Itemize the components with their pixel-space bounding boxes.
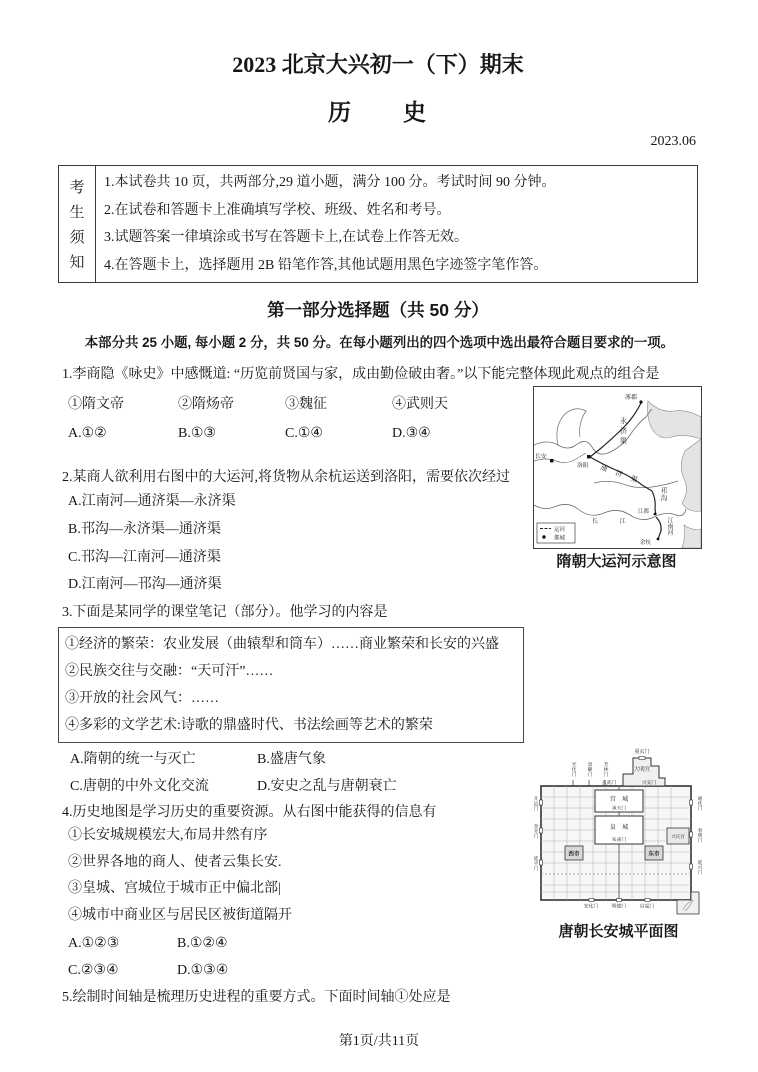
zhuojun-dot — [639, 400, 642, 403]
chengtian-gate-label: 承天门 — [611, 806, 627, 812]
yanxing-gate-label: 延兴门 — [696, 860, 702, 875]
figure-changan-map — [527, 744, 710, 942]
xingqing-palace-label: 兴庆宫 — [671, 834, 685, 839]
q4-option: B.①②④ — [177, 935, 228, 951]
question-4-options-row2 — [58, 957, 698, 984]
luoyang-label: 洛阳 — [577, 463, 589, 469]
notice-side-char: 须 — [69, 230, 85, 247]
xuanwu-gate-label: 玄武门 — [601, 781, 617, 786]
q1-option: D.③④ — [392, 426, 431, 442]
section-intro: 本部分共 25 小题, 每小题 2 分，共 50 分。在每小题列出的四个选项中选出最符合题目要求的一项。 — [84, 335, 675, 351]
fanglin-gate-label: 芳林门 — [602, 762, 608, 777]
yuhang-label: 余杭 — [640, 540, 652, 546]
page-number: 第1页/共11页 — [338, 1034, 420, 1049]
yuhang-dot — [657, 538, 660, 541]
question-1-stem: 1.李商隐《咏史》中感慨道: “历览前贤国与家，成由勤俭破由奢。”以下能完整体现此观点的组合是 — [62, 367, 660, 383]
q3-option: B.盛唐气象 — [257, 751, 326, 767]
q3-note-line: ③开放的社会风气：…… — [65, 690, 219, 706]
yellow-sea-shape — [681, 439, 701, 511]
jinguang-gate-label: 金光门 — [532, 824, 538, 839]
q3-option: A.隋朝的统一与灭亡 — [70, 751, 196, 767]
chongxuan-gate-mark — [639, 757, 645, 760]
q3-option: C.唐朝的中外文化交流 — [70, 779, 209, 795]
q2-option: A.江南河—通济渠—永济渠 — [68, 494, 236, 510]
imperial-city-label: 皇 城 — [609, 824, 629, 831]
jiangdu-dot — [654, 513, 657, 516]
palace-city-label: 宫 城 — [609, 796, 629, 803]
q1-option: A.①② — [68, 426, 107, 442]
hangou-canal-line — [652, 491, 656, 515]
yellow-river-line — [534, 409, 652, 454]
yangtze-river-line — [534, 504, 686, 519]
anhua-gate-label: 安化门 — [583, 904, 599, 910]
q1-option: C.①④ — [285, 426, 323, 442]
yangtze-label: 长 江 — [592, 519, 636, 525]
q4-item: ④城市中商业区与居民区被街道隔开 — [68, 908, 292, 924]
west-market-label: 西市 — [568, 851, 580, 858]
canal-map-drawing — [533, 386, 702, 549]
guanghua-gate-label: 光化门 — [570, 762, 576, 777]
chunming-gate-label: 春明门 — [696, 828, 702, 843]
figure-canal-map — [533, 386, 700, 572]
q2-option: C.邗沟—江南河—通济渠 — [68, 549, 221, 565]
notice-side-char: 生 — [69, 205, 85, 222]
notice-box — [58, 165, 698, 283]
q4-item: ①长安城规模宏大,布局井然有序 — [68, 827, 268, 843]
daming-palace-label: 大明宫 — [633, 767, 651, 773]
q2-option: D.江南河—邗沟—通济渠 — [68, 577, 222, 593]
q1-item: ③魏征 — [285, 397, 327, 413]
q3-note-line: ①经济的繁荣：农业发展（曲辕犁和筒车）……商业繁荣和长安的兴盛 — [65, 636, 499, 652]
tonghua-gate-label: 通化门 — [696, 796, 702, 811]
q4-item: ③皇城、宫城位于城市正中偏北部| — [68, 881, 281, 897]
q4-item: ②世界各地的商人、使者云集长安. — [68, 854, 282, 870]
q3-note-line: ②民族交往与交融：“天可汗”…… — [65, 663, 274, 679]
section-title: 第一部分选择题（共 50 分） — [267, 300, 489, 321]
yongji-canal-label: 永济渠 — [619, 417, 627, 447]
q1-item: ①隋文帝 — [68, 397, 124, 413]
legend-capital-label: 都城 — [554, 535, 566, 542]
notice-item: 2.在试卷和答题卡上准确填写学校、班级、姓名和考号。 — [104, 202, 451, 218]
legend-canal-label: 运河 — [554, 527, 566, 533]
question-3-stem: 3.下面是某同学的课堂笔记（部分）。他学习的内容是 — [62, 604, 388, 620]
mingde-gate-label: 明德门 — [611, 904, 627, 910]
notice-item: 3.试题答案一律填涂或书写在答题卡上,在试卷上作答无效。 — [104, 230, 468, 246]
yanping-gate-label: 延平门 — [532, 856, 538, 871]
question-3-note-box — [58, 627, 524, 743]
q2-option: B.邗沟—永济渠—通济渠 — [68, 521, 221, 537]
q4-option: C.②③④ — [68, 962, 119, 978]
bohai-sea-shape — [648, 401, 702, 439]
jingyao-gate-label: 景曜门 — [586, 762, 592, 777]
question-5-stem: 5.绘制时间轴是梳理历史进程的重要方式。下面时间轴①处应是 — [62, 989, 451, 1005]
q4-option: D.①③④ — [177, 962, 229, 978]
exam-title: 2023 北京大兴初一（下）期末 — [232, 52, 524, 77]
luoyang-marker — [587, 455, 590, 458]
river-bend-line — [557, 409, 586, 445]
q3-option: D.安史之乱与唐朝衰亡 — [257, 779, 397, 795]
subject-title: 历 史 — [328, 100, 428, 125]
notice-item: 4.在答题卡上，选择题用 2B 铅笔作答,其他试题用黑色字迹签字笔作答。 — [104, 257, 548, 273]
tongji-canal-label: 通济渠 — [599, 464, 647, 488]
exam-date: 2023.06 — [650, 134, 696, 149]
changan-map-drawing — [527, 744, 710, 919]
map-legend — [537, 523, 575, 543]
figure-canal-caption: 隋朝大运河示意图 — [556, 554, 677, 570]
notice-side-char: 考 — [69, 180, 85, 197]
q1-item: ④武则天 — [392, 397, 448, 413]
figure-changan-caption: 唐朝长安城平面图 — [558, 924, 679, 940]
legend-capital-symbol — [542, 535, 545, 538]
q1-option: B.①③ — [178, 426, 216, 442]
zhuque-gate-label: 朱雀门 — [611, 838, 627, 843]
q3-note-line: ④多彩的文学艺术:诗歌的鼎盛时代、书法绘画等艺术的繁荣 — [65, 717, 433, 733]
notice-side-label — [59, 166, 96, 282]
xingan-gate-label: 兴安门 — [641, 781, 657, 786]
jiangdu-label: 江都 — [638, 509, 650, 515]
question-4-stem: 4.历史地图是学习历史的重要资源。从右图中能获得的信息有 — [62, 804, 437, 820]
question-2-stem: 2.某商人欲利用右图中的大运河,将货物从余杭运送到洛阳，需要依次经过 — [62, 470, 510, 486]
hangzhou-bay-shape — [682, 525, 701, 548]
chongxuan-gate-label: 重玄门 — [634, 749, 650, 755]
notice-item: 1.本试卷共 10 页，共两部分,29 道小题，满分 100 分。考试时间 90 分钟。 — [104, 175, 556, 190]
zhuojun-label: 涿郡 — [625, 395, 638, 401]
q1-item: ②隋炀帝 — [178, 397, 234, 413]
notice-side-char: 知 — [69, 255, 85, 272]
jiangnan-canal-line — [656, 517, 661, 539]
kaiyuan-gate-label: 开远门 — [532, 796, 538, 811]
jiangnan-canal-label: 江南河 — [666, 517, 672, 535]
east-market-label: 东市 — [648, 851, 660, 858]
q4-option: A.①②③ — [68, 935, 120, 951]
hangou-label: 邗沟 — [659, 487, 667, 502]
notice-items — [96, 166, 697, 282]
changan-marker — [550, 459, 553, 462]
changan-label: 长安 — [535, 454, 547, 460]
qixia-gate-label: 启夏门 — [639, 904, 655, 910]
